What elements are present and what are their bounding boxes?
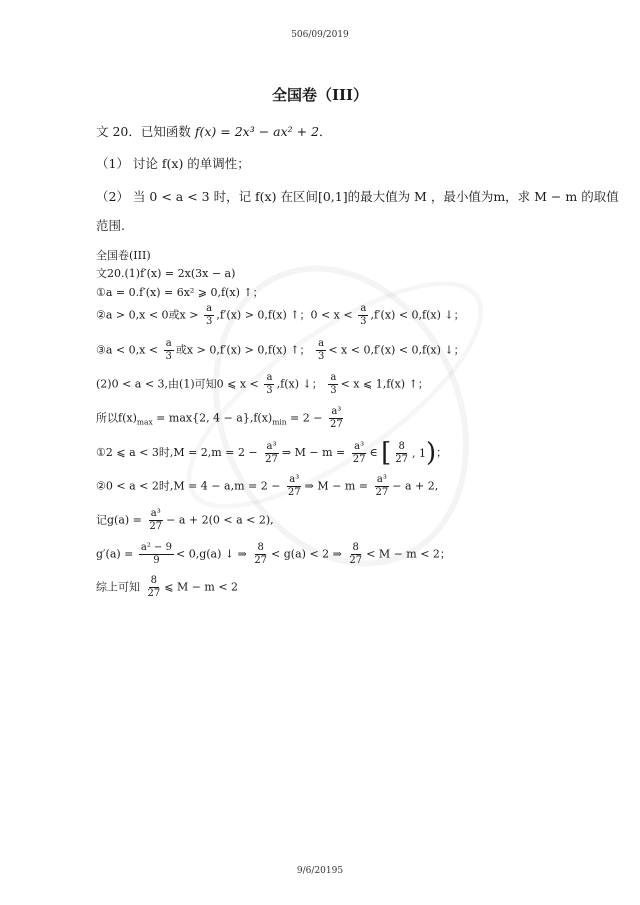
solution-heading: 全国卷(III) <box>96 249 151 262</box>
solution-line-1: 文20.(1)f′(x) = 2x(3x − a) <box>96 267 236 280</box>
solution-line-3: ②a > 0,x < 0或x > $\frac{a}{3}$ ,f′(x) > 0,f(x) ↑；0 < x < $\frac{a}{3}$ ,f′(x) < 0,f(x) ↓； <box>96 303 465 327</box>
fraction: $\frac{a}{3}$ <box>330 372 337 396</box>
fraction: $\frac{a}{3}$ <box>317 338 325 362</box>
solution-line-11: 综上可知 $\frac{8}{27}$ ⩽ M − m < 2 <box>96 575 239 599</box>
fraction: $\frac{a}{3}$ <box>165 338 172 362</box>
footer-date: 9/6/20195 <box>296 866 344 876</box>
fraction: $\frac{\text{a³}}{27}$ <box>265 440 278 465</box>
solution-line-7: ①2 ⩽ a < 3时,M = 2,m = 2 − $\frac{\text{a³}}{27}$ ⇒ M − m = $\frac{\text{a³}}{27}$ ∈ [ $\frac{8}{27}$ , 1 ) ； <box>96 438 448 468</box>
fraction: $\frac{\text{a³}}{27}$ <box>149 508 163 532</box>
page-title: 全国卷（III） <box>271 86 369 104</box>
fraction: $\frac{a}{3}$ <box>205 303 213 327</box>
solution-line-4: ③a < 0,x < $\frac{a}{3}$ 或x > 0,f′(x) > 0,f(x) ↑； $\frac{a}{3}$ < x < 0,f′(x) < 0,f(x) ↓； <box>96 338 465 362</box>
fraction: $\frac{a}{3}$ <box>360 303 367 327</box>
interval-bracket: [ $\frac{8}{27}$ , 1 ) <box>381 438 437 468</box>
fraction: $\frac{\text{a³}}{27}$ <box>375 474 389 498</box>
fraction: $\frac{8}{27}$ <box>349 542 363 566</box>
fraction: $\frac{8}{27}$ <box>147 575 161 599</box>
question-part-2-cont: 范围. <box>96 218 125 233</box>
fraction: $\frac{\text{a³}}{27}$ <box>352 440 366 465</box>
question-stem: 文 20．已知函数 f(x) = 2x³ − ax² + 2． <box>96 124 332 139</box>
fraction: $\frac{\text{a³}}{27}$ <box>287 474 301 498</box>
header-code: 506/09/2019 <box>291 30 349 40</box>
solution-line-8: ②0 < a < 2时,M = 4 − a,m = 2 − $\frac{\text{a³}}{27}$ ⇒ M − m = $\frac{\text{a³}}{27}$ − a + 2, <box>96 474 439 498</box>
solution-line-10: g′(a) = $\frac{\text{a² − 9}}{9}$ < 0,g(a) ↓ ⇒ $\frac{8}{27}$ < g(a) < 2 ⇒ $\frac{8}{27}$ < M − m < 2； <box>96 542 451 566</box>
solution-line-2: ①a = 0.f′(x) = 6x² ⩾ 0,f(x) ↑； <box>96 286 264 299</box>
solution-line-6: 所以$f(x)_{max} = \max\{2$, $4 - a\},f(x)_{min} = 2$ − $\frac{\text{a³}}{27}$ <box>96 406 343 430</box>
question-part-2: （2） 当 0 < a < 3 时，记 f(x) 在区间[0,1]的最大值为 M ，最小值为m，求 M − m 的取值 <box>96 189 619 204</box>
fraction: $\frac{a}{3}$ <box>266 372 273 396</box>
solution-line-5: (2)0 < a < 3,由(1)可知0 ⩽ x < $\frac{a}{3}$ ,f(x) ↓； $\frac{a}{3}$ < x ⩽ 1,f(x) ↑； <box>96 372 429 396</box>
function-formula: f(x) = 2x³ − ax² + 2 <box>194 124 320 139</box>
solution-line-9: 记g(a) = $\frac{\text{a³}}{27}$ − a + 2(0 < a < 2), <box>96 508 274 532</box>
fraction: $\frac{8}{27}$ <box>254 542 268 566</box>
fraction: $\frac{\text{a³}}{27}$ <box>329 406 343 430</box>
question-part-1: （1） 讨论 f(x) 的单调性； <box>96 156 250 171</box>
fraction: $\frac{\text{a² − 9}}{9}$ <box>140 542 172 566</box>
